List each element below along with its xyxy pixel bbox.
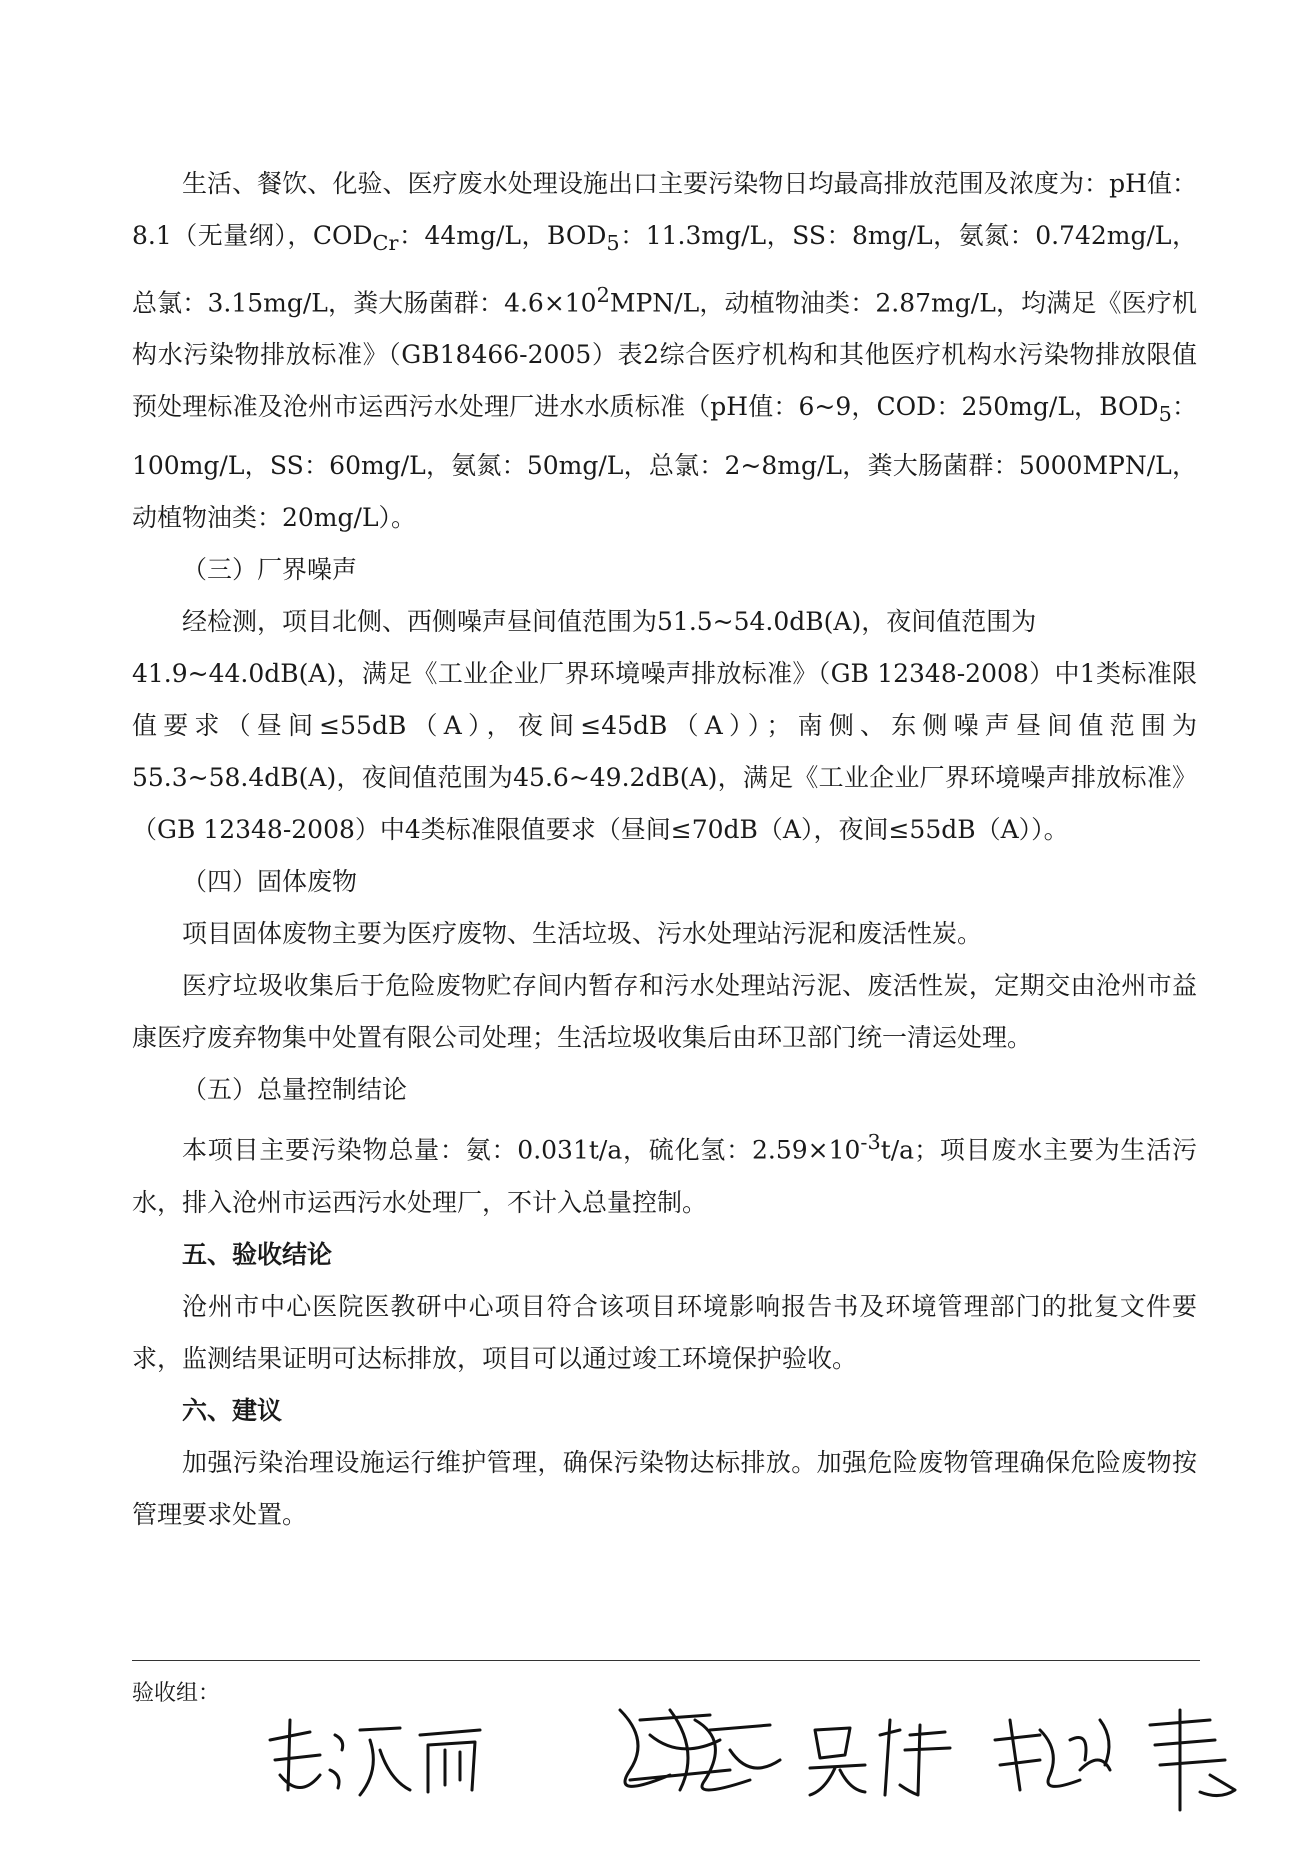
wastewater-paragraph xyxy=(132,158,1197,544)
text-run: MPN/L，动植物油类：2.87mg/L，均满足《医疗机构水污染物排放标准》（GB18466-2005）表2综合医疗机构和其他医疗机构水污染物排放限值预处理标准及沧州市运西污水处理厂进水水质标准（pH值：6~9，COD：250mg/L，BOD xyxy=(132,288,1198,422)
total-control-paragraph xyxy=(132,1116,1197,1228)
subscript: 5 xyxy=(606,231,620,255)
text-run: ：11.3mg/L，SS：8mg/L，氨氮：0.742mg/L，总氯：3.15mg/L，粪大肠菌群：4.6×10 xyxy=(132,221,1198,318)
signature-3 xyxy=(810,1720,950,1795)
text-run: 生活、餐饮、化验、医疗废水处理设施出口主要污染物日均最高排放范围及浓度为：pH值：8.1（无量纲），COD xyxy=(132,169,1197,250)
handwritten-signatures xyxy=(250,1680,1250,1830)
total-control-heading: （五）总量控制结论 xyxy=(182,1075,408,1105)
subscript: Cr xyxy=(372,231,399,255)
noise-heading: （三）厂界噪声 xyxy=(182,555,358,585)
text-run: 本项目主要污染物总量：氨：0.031t/a，硫化氢：2.59×10 xyxy=(182,1135,861,1165)
acceptance-group-label: 验收组： xyxy=(132,1681,221,1706)
text-run: ：44mg/L，BOD xyxy=(398,221,607,250)
superscript: -3 xyxy=(860,1130,881,1155)
section-5-heading: 五、验收结论 xyxy=(182,1239,333,1269)
solid-waste-heading: （四）固体废物 xyxy=(182,867,358,897)
noise-paragraph: 41.9~44.0dB(A)，满足《工业企业厂界环境噪声排放标准》（GB 12348-2008）中1类标准限值要求（昼间≤55dB（A），夜间≤45dB（A））；南侧、东侧噪声昼间值范围为55.3~58.4dB(A)，夜间值范围为45.6~49.2dB(A)，满足《工业企业厂界环境噪声排放标准》（GB 12348-2008）中4类标准限值要求（昼间≤70dB（A），夜间≤55dB（A））。 xyxy=(132,659,1197,845)
solid-waste-paragraph-2: 医疗垃圾收集后于危险废物贮存间内暂存和污水处理站污泥、废活性炭，定期交由沧州市益康医疗废弃物集中处置有限公司处理；生活垃圾收集后由环卫部门统一清运处理。 xyxy=(132,971,1197,1053)
signature-4 xyxy=(995,1720,1110,1790)
divider-line xyxy=(132,1660,1200,1661)
text-run: ：100mg/L，SS：60mg/L，氨氮：50mg/L，总氯：2~8mg/L，粪大肠菌群：5000MPN/L，动植物油类：20mg/L）。 xyxy=(132,392,1197,533)
text-run: t/a；项目废水主要为生活污水，排入沧州市运西污水处理厂，不计入总量控制。 xyxy=(132,1135,1197,1217)
signature-1 xyxy=(270,1720,480,1795)
body-text xyxy=(132,158,1197,1541)
conclusion-paragraph: 沧州市中心医院医教研中心项目符合该项目环境影响报告书及环境管理部门的批复文件要求，监测结果证明可达标排放，项目可以通过竣工环境保护验收。 xyxy=(132,1291,1197,1373)
signature-area xyxy=(250,1680,1250,1830)
section-6-heading: 六、建议 xyxy=(182,1395,283,1425)
superscript: 2 xyxy=(596,283,610,307)
suggestion-paragraph: 加强污染治理设施运行维护管理，确保污染物达标排放。加强危险废物管理确保危险废物按管理要求处置。 xyxy=(132,1447,1197,1529)
signature-5 xyxy=(1150,1710,1235,1810)
noise-paragraph-line1: 经检测，项目北侧、西侧噪声昼间值范围为51.5~54.0dB(A)，夜间值范围为 xyxy=(182,607,1037,637)
signature-2 xyxy=(620,1710,780,1790)
solid-waste-paragraph-1: 项目固体废物主要为医疗废物、生活垃圾、污水处理站污泥和废活性炭。 xyxy=(182,919,983,949)
subscript: 5 xyxy=(1158,402,1172,427)
